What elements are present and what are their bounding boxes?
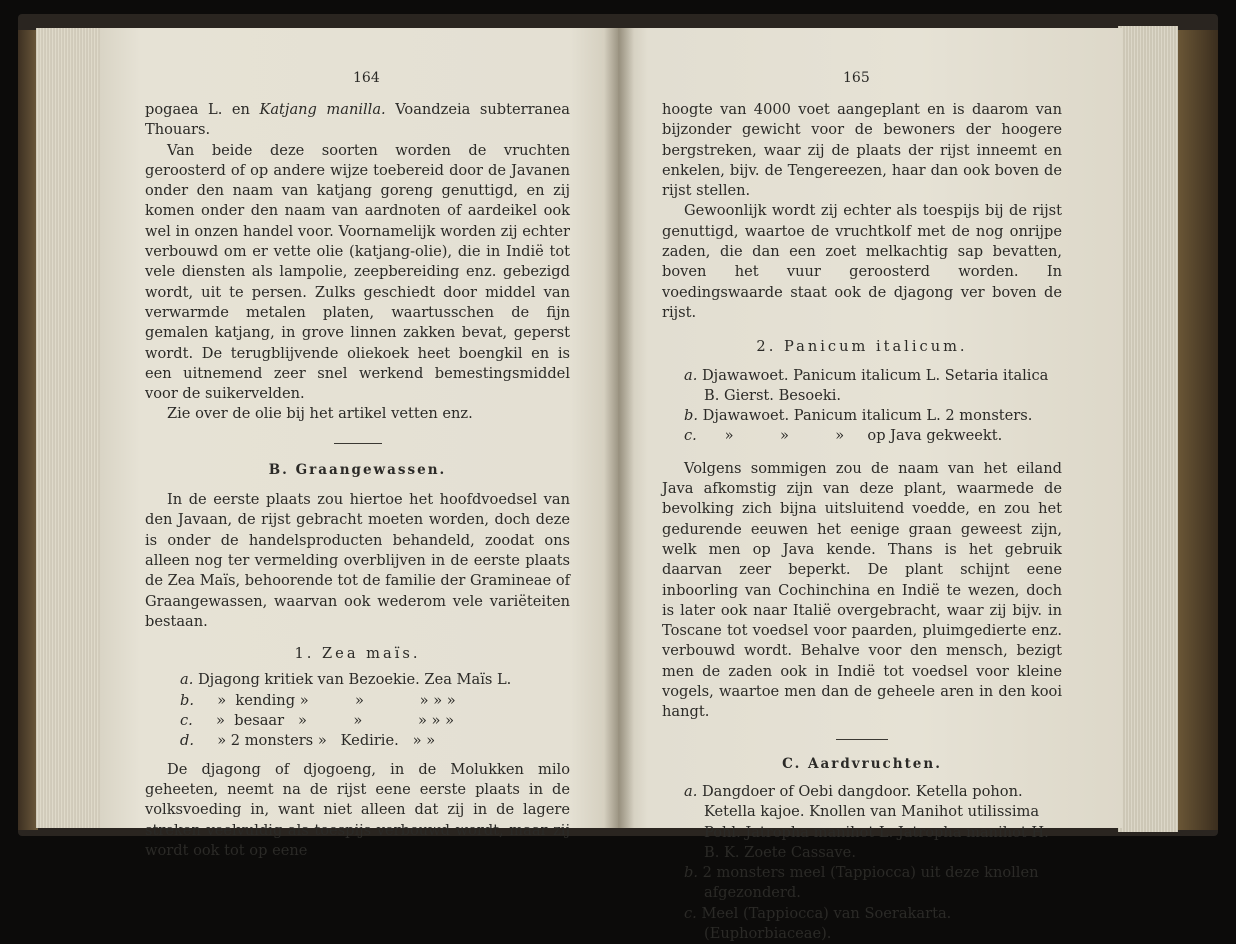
section-heading: C. Aardvruchten.	[782, 755, 942, 772]
page-edges-left	[36, 28, 106, 828]
item-text: Dangdoer of Oebi dangdoor. Ketella pohon. Ketella kajoe. Knollen van Manihot utilissima Pohl. Jatropha manihot L. Jatropha manihot H. B. K. Zoete Cassave.	[701, 782, 1049, 861]
list-item	[684, 366, 1062, 407]
ditto: »	[217, 691, 227, 709]
list-item	[684, 904, 1062, 944]
section-divider	[836, 739, 888, 740]
book-binding-right	[1178, 30, 1218, 830]
ditto: » » »	[419, 691, 456, 709]
text: Voandzeia subterranea Thouars.	[145, 101, 570, 139]
paragraph: Gewoonlijk wordt zij echter als toespijs bij de rijst genuttigd, waartoe de vruchtkolf met de nog onrijpe zaden, die dan een zoet melkachtig sap bevatten, boven het vuur geroosterd worden. In voedingswaarde staat ook de djagong ver boven de rijst.	[662, 202, 1062, 321]
item-label: d.	[180, 732, 194, 750]
item-text: Meel (Tappiocca) van Soerakarta. (Euphorbiaceae).	[701, 904, 952, 942]
ditto: » » »	[417, 712, 455, 730]
page-number-left: 164	[353, 70, 380, 86]
list-item	[684, 782, 1062, 863]
item-text: kending	[235, 691, 296, 709]
section-divider	[334, 443, 382, 444]
list-item	[684, 406, 1062, 426]
right-page-text	[662, 100, 1062, 944]
text: pogaea L. en	[145, 101, 260, 118]
item-text: » » » op Java gekweekt.	[724, 427, 1003, 445]
paragraph: Van beide deze soorten worden de vruchten geroosterd of op andere wijze toebereid door de Javanen onder den naam van katjang goreng genuttigd, en zij komen onder den naam van aardnoten of aardeikel ook wel in onzen handel voor. Voornamelijk worden zij echter verbouwd om er vette olie (katjang-olie), die in Indië tot vele diensten als lampolie, zeepbereiding enz. gebezigd wordt, uit te persen. Zulks geschiedt door middel van verwarmde metalen platen, waartusschen de fijn gemalen katjang, in grove linnen zakken bevat, geperst wordt. De terugblijvende oliekoek heet boengkil en is een uitnemend zeer snel werkend bemestingsmiddel voor de suikervelden.	[145, 141, 570, 403]
paragraph: De djagong of djogoeng, in de Molukken milo geheeten, neemt na de rijst eene eerste plaats in de volksvoeding in, want niet alleen dat zij in de lagere streken veelvuldig als toespijs verbouwd wordt, maar zij wordt ook tot op eene	[145, 760, 570, 859]
item-text: 2 monsters meel (Tappiocca) uit deze knollen afgezonderd.	[702, 864, 1039, 902]
item-label: a.	[684, 782, 698, 800]
item-text: Djawawoet. Panicum italicum L. Setaria italica B. Gierst. Besoeki.	[701, 366, 1049, 404]
zea-list	[180, 670, 570, 751]
item-text: 2 monsters	[230, 732, 314, 750]
ditto: » »	[412, 732, 436, 750]
paragraph: Volgens sommigen zou de naam van het eiland Java afkomstig zijn van deze plant, waarmede de bevolking zich bijna uitsluitend voedde, en zou het gedurende eeuwen het eenige graan geweest zijn, welk men op Java kende. Thans is het gebruik daarvan zeer beperkt. De plant schijnt eene inboorling van Cochinchina en Indië te wezen, doch is later ook naar Italië overgebracht, waar zij bijv. in Toscane tot voedsel voor paarden, pluimgedierte enz. verbouwd wordt. Behalve voor den mensch, bezigt men de zaden ook in Indië tot voedsel voor kleine vogels, waartoe men dan de geheele aren in den kooi hangt.	[662, 459, 1062, 721]
paragraph: hoogte van 4000 voet aangeplant en is daarom van bijzonder gewicht voor de bewoners der hoogere bergstreken, waar zij de plaats der rijst inneemt en enkelen, bijv. de Tengereezen, haar dan ook boven de rijst stellen.	[662, 101, 1062, 200]
item-label: c.	[684, 904, 697, 922]
paragraph: Zie over de olie bij het artikel vetten enz.	[167, 405, 473, 423]
list-item	[684, 863, 1062, 904]
item-label: a.	[684, 366, 698, 384]
ditto: »	[299, 691, 309, 709]
ditto: »	[355, 691, 364, 709]
ditto: »	[217, 732, 227, 750]
item-text: Kedirie.	[340, 732, 399, 750]
left-page-text	[145, 100, 570, 861]
book-binding-left	[18, 30, 38, 830]
list-item	[684, 426, 1062, 446]
paragraph	[145, 100, 570, 141]
subheading: 2. Panicum italicum.	[756, 338, 968, 356]
item-label: c.	[684, 427, 697, 445]
item-text: besaar	[234, 712, 285, 730]
item-label: a.	[180, 671, 194, 689]
item-text: Djagong kritiek van Bezoekie. Zea Maïs L.	[197, 671, 512, 689]
list-item	[180, 711, 570, 731]
paragraph: In de eerste plaats zou hiertoe het hoofdvoedsel van den Javaan, de rijst gebracht moeten worden, doch deze is onder de handelsproducten behandeld, zoodat ons alleen nog ter vermelding overblijven in de eerste plaats de Zea Maïs, behoorende tot de familie der Gramineae of Graangewassen, waarvan ook wederom vele variëteiten bestaan.	[145, 491, 571, 630]
list-item	[180, 731, 570, 751]
book-gutter	[604, 28, 634, 828]
item-label: c.	[180, 712, 193, 730]
section-heading: B. Graangewassen.	[268, 461, 447, 478]
list-item	[180, 670, 570, 690]
page-number-right: 165	[843, 70, 870, 86]
item-text: Djawawoet. Panicum italicum L. 2 monsters.	[702, 407, 1033, 425]
page-edges-right	[1118, 26, 1178, 832]
ditto: »	[298, 712, 307, 730]
item-label: b.	[684, 864, 698, 882]
item-label: b.	[180, 691, 194, 709]
ditto: »	[216, 712, 225, 730]
subheading: 1. Zea maïs.	[294, 645, 421, 663]
ditto: »	[353, 712, 363, 730]
list-item	[180, 691, 570, 711]
italic-text: Katjang manilla.	[259, 101, 386, 118]
ditto: »	[317, 732, 327, 750]
item-label: b.	[684, 407, 698, 425]
